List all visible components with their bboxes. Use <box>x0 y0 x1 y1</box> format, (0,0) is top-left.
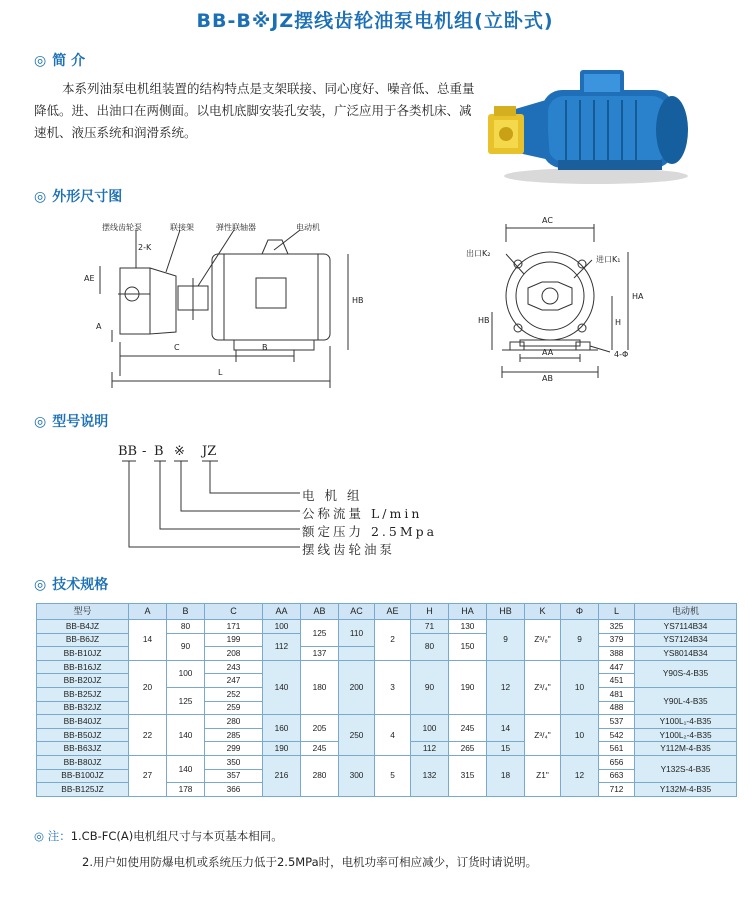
cell-hb: 12 <box>487 660 525 714</box>
col-header: 电动机 <box>635 604 737 620</box>
cell-model: BB-B16JZ <box>37 660 129 674</box>
col-header: AB <box>301 604 339 620</box>
cell-c: 171 <box>205 620 263 634</box>
cell-hb: 18 <box>487 755 525 796</box>
cell-ac: 300 <box>339 755 375 796</box>
model-item-pressure: 额定压力 2.5Mpa <box>302 524 438 539</box>
cell-model: BB-B25JZ <box>37 687 129 701</box>
cell-model: BB-B50JZ <box>37 728 129 742</box>
col-header: AC <box>339 604 375 620</box>
cell-aa: 140 <box>263 660 301 714</box>
cell-model: BB-B100JZ <box>37 769 129 783</box>
cell-aa: 100 <box>263 620 301 634</box>
col-header: AE <box>375 604 411 620</box>
cell-c: 285 <box>205 728 263 742</box>
cell-phi: 10 <box>561 660 599 714</box>
label-2k: 2-K <box>138 243 152 252</box>
label-phi: 4-Φ <box>614 350 629 359</box>
code-jz: JZ <box>202 444 217 459</box>
cell-phi: 12 <box>561 755 599 796</box>
bullet-marker: ◎ <box>34 577 47 593</box>
bullet-marker: ◎ <box>34 53 47 69</box>
cell-ab: 137 <box>301 647 339 661</box>
label-hb: HB <box>352 296 364 305</box>
model-code-diagram <box>118 444 478 564</box>
note-1 <box>34 823 537 849</box>
cell-h: 80 <box>411 633 449 660</box>
note-1-text: 1.CB-FC(A)电机组尺寸与本页基本相同。 <box>70 829 283 843</box>
cell-l: 561 <box>599 742 635 756</box>
notes <box>34 823 537 875</box>
cell-c: 199 <box>205 633 263 647</box>
cell-model: BB-B4JZ <box>37 620 129 634</box>
intro-heading-text: 简 介 <box>52 53 86 69</box>
dims-heading-text: 外形尺寸图 <box>52 189 123 205</box>
cell-l: 542 <box>599 728 635 742</box>
label-h: H <box>615 318 622 327</box>
code-bb: BB <box>118 444 138 459</box>
cell-aa: 112 <box>263 633 301 660</box>
label-aa: AA <box>542 348 554 357</box>
cell-hb: 14 <box>487 715 525 742</box>
cell-ae: 2 <box>375 620 411 661</box>
cell-model: BB-B40JZ <box>37 715 129 729</box>
cell-b: 100 <box>167 660 205 687</box>
cell-model: BB-B125JZ <box>37 783 129 797</box>
cell-ac: 110 <box>339 620 375 647</box>
col-header: L <box>599 604 635 620</box>
cell-model: BB-B32JZ <box>37 701 129 715</box>
cell-l: 447 <box>599 660 635 674</box>
table-row <box>37 755 737 769</box>
cell-h: 100 <box>411 715 449 742</box>
model-item-pump: 摆线齿轮油泵 <box>302 542 396 557</box>
col-header: AA <box>263 604 301 620</box>
cell-ha: 265 <box>449 742 487 756</box>
col-header: HA <box>449 604 487 620</box>
cell-motor: Y90S-4-B35 <box>635 660 737 687</box>
cell-motor: Y90L-4-B35 <box>635 687 737 714</box>
cell-model: BB-B6JZ <box>37 633 129 647</box>
cell-ab: 245 <box>301 742 339 756</box>
cell-c: 243 <box>205 660 263 674</box>
product-photo <box>484 56 696 186</box>
cell-k: Z³/₄" <box>525 660 561 714</box>
note-label: ◎ 注： <box>34 829 71 843</box>
label-coupling: 弹性联轴器 <box>216 223 256 232</box>
cell-l: 537 <box>599 715 635 729</box>
cell-c: 299 <box>205 742 263 756</box>
cell-l: 325 <box>599 620 635 634</box>
bullet-marker: ◎ <box>34 414 47 430</box>
cell-motor: Y112M-4-B35 <box>635 742 737 756</box>
label-out: 出口K₂ <box>466 249 491 258</box>
col-header: K <box>525 604 561 620</box>
cell-l: 481 <box>599 687 635 701</box>
cell-a: 20 <box>129 660 167 714</box>
code-dash: - <box>142 444 147 459</box>
cell-ab: 125 <box>301 620 339 647</box>
side-view-drawing <box>78 216 378 391</box>
label-ae: AE <box>84 274 95 283</box>
cell-aa: 216 <box>263 755 301 796</box>
label-hb-right: HB <box>478 316 490 325</box>
model-heading-text: 型号说明 <box>52 414 109 430</box>
cell-l: 488 <box>599 701 635 715</box>
cell-hb: 15 <box>487 742 525 756</box>
model-item-flow: 公称流量 L/min <box>302 506 423 521</box>
cell-phi: 10 <box>561 715 599 756</box>
cell-motor: YS7114B34 <box>635 620 737 634</box>
cell-model: BB-B10JZ <box>37 647 129 661</box>
note-2: 2.用户如使用防爆电机或系统压力低于2.5MPa时，电机功率可相应减少，订货时请说明。 <box>82 855 538 869</box>
cell-motor: Y132M-4-B35 <box>635 783 737 797</box>
page-title: BB-B※JZ摆线齿轮油泵电机组(立卧式) <box>196 10 554 32</box>
cell-c: 259 <box>205 701 263 715</box>
label-ha: HA <box>632 292 644 301</box>
cell-hb: 9 <box>487 620 525 661</box>
col-header: C <box>205 604 263 620</box>
cell-a: 22 <box>129 715 167 756</box>
cell-h: 112 <box>411 742 449 756</box>
col-header: Φ <box>561 604 599 620</box>
cell-b: 178 <box>167 783 205 797</box>
cell-ac: 200 <box>339 660 375 714</box>
cell-c: 247 <box>205 674 263 688</box>
cell-l: 451 <box>599 674 635 688</box>
cell-l: 663 <box>599 769 635 783</box>
cell-model: BB-B20JZ <box>37 674 129 688</box>
code-b: B <box>154 444 164 459</box>
cell-motor: Y100L₁-4-B35 <box>635 715 737 729</box>
cell-aa: 160 <box>263 715 301 742</box>
cell-model: BB-B80JZ <box>37 755 129 769</box>
label-motor: 电动机 <box>296 223 320 232</box>
cell-h: 132 <box>411 755 449 796</box>
cell-aa: 190 <box>263 742 301 756</box>
col-header: H <box>411 604 449 620</box>
cell-ab: 205 <box>301 715 339 742</box>
cell-l: 388 <box>599 647 635 661</box>
cell-phi: 9 <box>561 620 599 661</box>
cell-a: 14 <box>129 620 167 661</box>
model-heading <box>34 411 108 431</box>
cell-h: 90 <box>411 660 449 714</box>
label-bracket: 联接架 <box>170 223 194 232</box>
table-row <box>37 660 737 674</box>
cell-ab: 280 <box>301 755 339 796</box>
cell-motor: YS8014B34 <box>635 647 737 661</box>
intro-text: 本系列油泵电机组装置的结构特点是支架联接、同心度好、噪音低、总重量降低。进、出油口在两侧面。以电机底脚安装孔安装，广泛应用于各类机床、减速机、液压系统和润滑系统。 <box>34 81 475 140</box>
cell-b: 140 <box>167 715 205 756</box>
cell-c: 208 <box>205 647 263 661</box>
cell-motor: YS7124B34 <box>635 633 737 647</box>
col-header: A <box>129 604 167 620</box>
cell-ha: 130 <box>449 620 487 634</box>
cell-c: 350 <box>205 755 263 769</box>
cell-ac-empty <box>339 647 375 661</box>
col-header: B <box>167 604 205 620</box>
cell-b: 125 <box>167 687 205 714</box>
cell-l: 379 <box>599 633 635 647</box>
cell-ha: 190 <box>449 660 487 714</box>
cell-ab: 180 <box>301 660 339 714</box>
table-row <box>37 715 737 729</box>
spec-table <box>36 603 737 797</box>
cell-k: Z³/₈" <box>525 620 561 661</box>
cell-c: 280 <box>205 715 263 729</box>
label-c: C <box>174 343 180 352</box>
label-pump: 摆线齿轮泵 <box>102 223 142 232</box>
cell-ac: 250 <box>339 715 375 756</box>
cell-c: 357 <box>205 769 263 783</box>
label-in: 进口K₁ <box>596 255 621 264</box>
cell-ha: 315 <box>449 755 487 796</box>
table-row <box>37 620 737 634</box>
cell-model: BB-B63JZ <box>37 742 129 756</box>
cell-k: Z³/₄" <box>525 715 561 756</box>
cell-b: 140 <box>167 755 205 782</box>
cell-c: 252 <box>205 687 263 701</box>
cell-l: 656 <box>599 755 635 769</box>
cell-h: 71 <box>411 620 449 634</box>
intro-heading <box>34 50 85 70</box>
label-l: L <box>218 368 223 377</box>
label-a: A <box>96 322 102 331</box>
label-ac: AC <box>542 216 553 225</box>
cell-motor: Y132S-4-B35 <box>635 755 737 782</box>
cell-ha: 245 <box>449 715 487 742</box>
table-header-row <box>37 604 737 620</box>
label-b: B <box>262 343 268 352</box>
cell-b: 80 <box>167 620 205 634</box>
cell-ae: 5 <box>375 755 411 796</box>
end-view-drawing <box>462 212 662 387</box>
spec-heading-text: 技术规格 <box>52 577 109 593</box>
dims-heading <box>34 186 122 206</box>
col-header: HB <box>487 604 525 620</box>
cell-ha: 150 <box>449 633 487 660</box>
cell-k: Z1" <box>525 755 561 796</box>
cell-b: 90 <box>167 633 205 660</box>
cell-a: 27 <box>129 755 167 796</box>
model-item-motor: 电 机 组 <box>302 488 363 503</box>
col-header: 型号 <box>37 604 129 620</box>
label-ab: AB <box>542 374 553 383</box>
cell-ae: 3 <box>375 660 411 714</box>
bullet-marker: ◎ <box>34 189 47 205</box>
code-star: ※ <box>174 444 185 459</box>
cell-motor: Y100L₂-4-B35 <box>635 728 737 742</box>
cell-l: 712 <box>599 783 635 797</box>
spec-heading <box>34 574 108 594</box>
cell-c: 366 <box>205 783 263 797</box>
cell-ae: 4 <box>375 715 411 756</box>
